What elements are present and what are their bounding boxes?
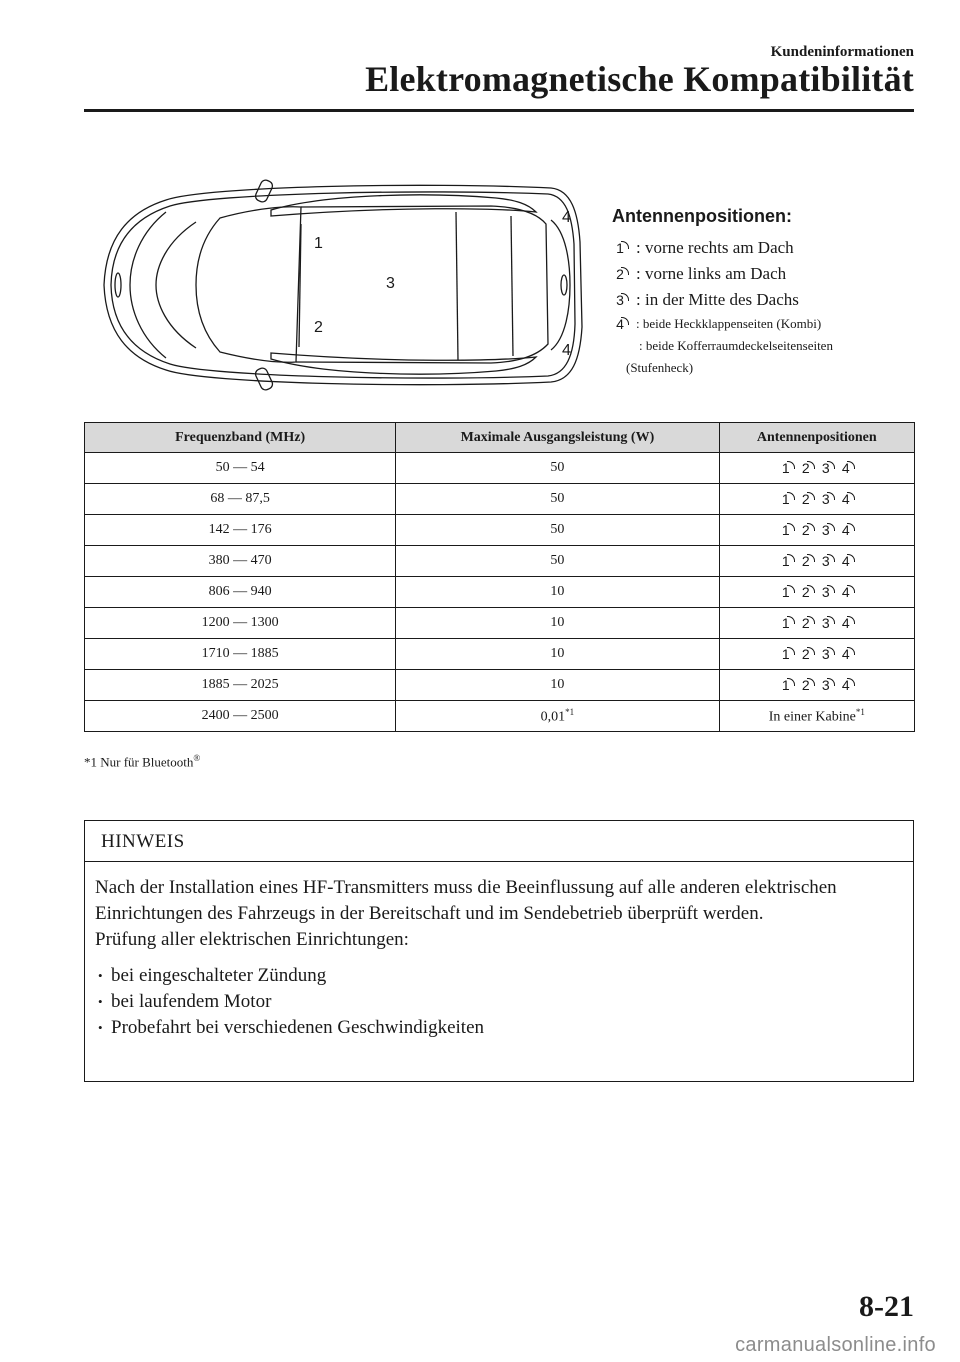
page-title: Elektromagnetische Kompatibilität [365, 59, 914, 99]
position-markers [778, 521, 856, 539]
list-item: • bei laufendem Motor [95, 989, 903, 1015]
marker-number: 4 [838, 490, 854, 508]
marker-number: 3 [818, 490, 834, 508]
front-light [115, 273, 121, 297]
legend-item-2 [612, 261, 932, 287]
note-bullet-list [95, 963, 903, 1041]
cell-frequency-band: 2400 — 2500 [85, 701, 396, 732]
position-value: In einer Kabine [768, 709, 856, 725]
legend-text: : in der Mitte des Dachs [636, 290, 799, 309]
legend-text: : beide Heckklappenseiten (Kombi) [636, 316, 822, 331]
marker-number: 4 [838, 614, 854, 632]
footnote [84, 753, 200, 770]
power-value: 0,01 [540, 709, 566, 725]
frequency-table [84, 422, 915, 732]
marker-number: 1 [778, 521, 794, 539]
header-max-power: Maximale Ausgangsleistung (W) [396, 423, 719, 453]
marker-number: 4 [838, 676, 854, 694]
marker-number: 3 [818, 459, 834, 477]
table-row [85, 701, 915, 732]
cell-antenna-positions [719, 639, 914, 670]
marker-number: 3 [612, 291, 628, 309]
marker-number: 4 [838, 552, 854, 570]
figure-marker-1: 1 [314, 235, 323, 252]
roof-line-b [456, 212, 458, 360]
footnote-ref: *1 [565, 706, 575, 717]
cell-max-power: 10 [396, 639, 719, 670]
cell-max-power: 50 [396, 484, 719, 515]
marker-number: 2 [798, 521, 814, 539]
car-body-inner [111, 192, 575, 378]
marker-number: 1 [778, 583, 794, 601]
cell-antenna-positions [719, 670, 914, 701]
marker-number: 2 [798, 676, 814, 694]
windshield [196, 207, 301, 362]
marker-number: 4 [838, 583, 854, 601]
side-window-top [271, 195, 536, 216]
figure-marker-3: 3 [386, 275, 395, 292]
legend-extra-line-2: (Stufenheck) [626, 360, 694, 375]
table-row [85, 484, 915, 515]
cell-frequency-band: 68 — 87,5 [85, 484, 396, 515]
table-body [85, 453, 915, 701]
side-window-bottom [271, 353, 536, 374]
legend-text: : vorne rechts am Dach [636, 238, 794, 257]
marker-number: 2 [798, 459, 814, 477]
cell-antenna-positions [719, 546, 914, 577]
cell-max-power: 50 [396, 453, 719, 484]
marker-number: 2 [612, 265, 628, 283]
cell-max-power: 10 [396, 577, 719, 608]
cell-antenna-positions [719, 453, 914, 484]
legend-title: Antennenpositionen: [612, 206, 792, 226]
cell-antenna-positions [719, 608, 914, 639]
marker-number: 4 [612, 315, 628, 333]
page-number: 8-21 [859, 1290, 914, 1323]
table-row [85, 453, 915, 484]
marker-number: 1 [612, 239, 628, 257]
cell-max-power: 50 [396, 515, 719, 546]
car-body-outline [104, 185, 582, 384]
table-row [85, 577, 915, 608]
car-top-view-figure [96, 172, 591, 397]
watermark: carmanualsonline.info [735, 1334, 936, 1356]
cell-max-power: 10 [396, 608, 719, 639]
table-row [85, 546, 915, 577]
marker-number: 4 [838, 521, 854, 539]
table-row [85, 515, 915, 546]
figure-marker-4-top: 4 [562, 209, 571, 226]
cell-max-power: 10 [396, 670, 719, 701]
figure-marker-4-bottom: 4 [562, 342, 571, 359]
marker-number: 3 [818, 614, 834, 632]
position-markers [778, 490, 856, 508]
cell-antenna-positions [719, 701, 914, 732]
marker-number: 4 [838, 459, 854, 477]
cell-frequency-band: 806 — 940 [85, 577, 396, 608]
marker-number: 4 [838, 645, 854, 663]
hood [130, 212, 166, 358]
header-rule [84, 109, 914, 112]
cell-max-power: 50 [396, 546, 719, 577]
position-markers [778, 614, 856, 632]
marker-number: 2 [798, 490, 814, 508]
registered-mark: ® [193, 753, 201, 763]
marker-number: 3 [818, 645, 834, 663]
header-antenna-positions: Antennenpositionen [719, 423, 914, 453]
marker-number: 1 [778, 645, 794, 663]
marker-number: 2 [798, 552, 814, 570]
note-box [84, 820, 914, 1082]
cell-antenna-positions [719, 484, 914, 515]
list-item: • Probefahrt bei verschiedenen Geschwindigkeiten [95, 1015, 903, 1041]
marker-number: 1 [778, 676, 794, 694]
legend-item-1 [612, 235, 932, 261]
position-markers [778, 459, 856, 477]
rear-light [561, 275, 567, 295]
roof-line-rear [511, 216, 513, 356]
marker-number: 2 [798, 645, 814, 663]
table-header-row [85, 423, 915, 453]
note-intro: Prüfung aller elektrischen Einrichtungen: [95, 929, 409, 950]
mirror-bottom [254, 366, 274, 391]
marker-number: 3 [818, 676, 834, 694]
legend-item-4 [612, 313, 932, 335]
legend-extra-line-1: : beide Kofferraumdeckelseitenseiten [639, 338, 833, 353]
position-markers [778, 676, 856, 694]
legend-text: : vorne links am Dach [636, 264, 787, 283]
marker-number: 1 [778, 490, 794, 508]
section-header: Kundeninformationen [770, 44, 914, 60]
cell-max-power [396, 701, 719, 732]
list-item: • bei eingeschalteter Zündung [95, 963, 903, 989]
legend-item-3 [612, 287, 932, 313]
marker-number: 3 [818, 552, 834, 570]
footnote-text: *1 Nur für Bluetooth [84, 754, 194, 770]
marker-number: 3 [818, 521, 834, 539]
position-markers [778, 552, 856, 570]
note-title: HINWEIS [85, 821, 913, 862]
position-markers [778, 583, 856, 601]
position-markers [778, 645, 856, 663]
header-frequency-band: Frequenzband (MHz) [85, 423, 396, 453]
table-row [85, 608, 915, 639]
cell-frequency-band: 380 — 470 [85, 546, 396, 577]
figure-marker-2: 2 [314, 319, 323, 336]
cell-frequency-band: 142 — 176 [85, 515, 396, 546]
roof-outline [296, 206, 548, 363]
marker-number: 1 [778, 552, 794, 570]
table-row [85, 639, 915, 670]
cell-frequency-band: 50 — 54 [85, 453, 396, 484]
antenna-legend [612, 206, 932, 379]
cell-frequency-band: 1885 — 2025 [85, 670, 396, 701]
table-row [85, 670, 915, 701]
note-body [85, 862, 913, 1041]
cell-antenna-positions [719, 577, 914, 608]
footnote-ref: *1 [855, 706, 865, 717]
marker-number: 2 [798, 583, 814, 601]
cell-antenna-positions [719, 515, 914, 546]
marker-number: 2 [798, 614, 814, 632]
cell-frequency-band: 1200 — 1300 [85, 608, 396, 639]
mirror-top [254, 178, 274, 203]
marker-number: 1 [778, 459, 794, 477]
marker-number: 1 [778, 614, 794, 632]
hood-line [156, 222, 196, 348]
note-paragraph: Nach der Installation eines HF-Transmitters muss die Beeinflussung auf alle anderen elektrischen Einrichtungen des Fahrzeugs in der Bereitschaft und im Sendebetrieb überprüft werden. [95, 877, 837, 924]
cell-frequency-band: 1710 — 1885 [85, 639, 396, 670]
marker-number: 3 [818, 583, 834, 601]
